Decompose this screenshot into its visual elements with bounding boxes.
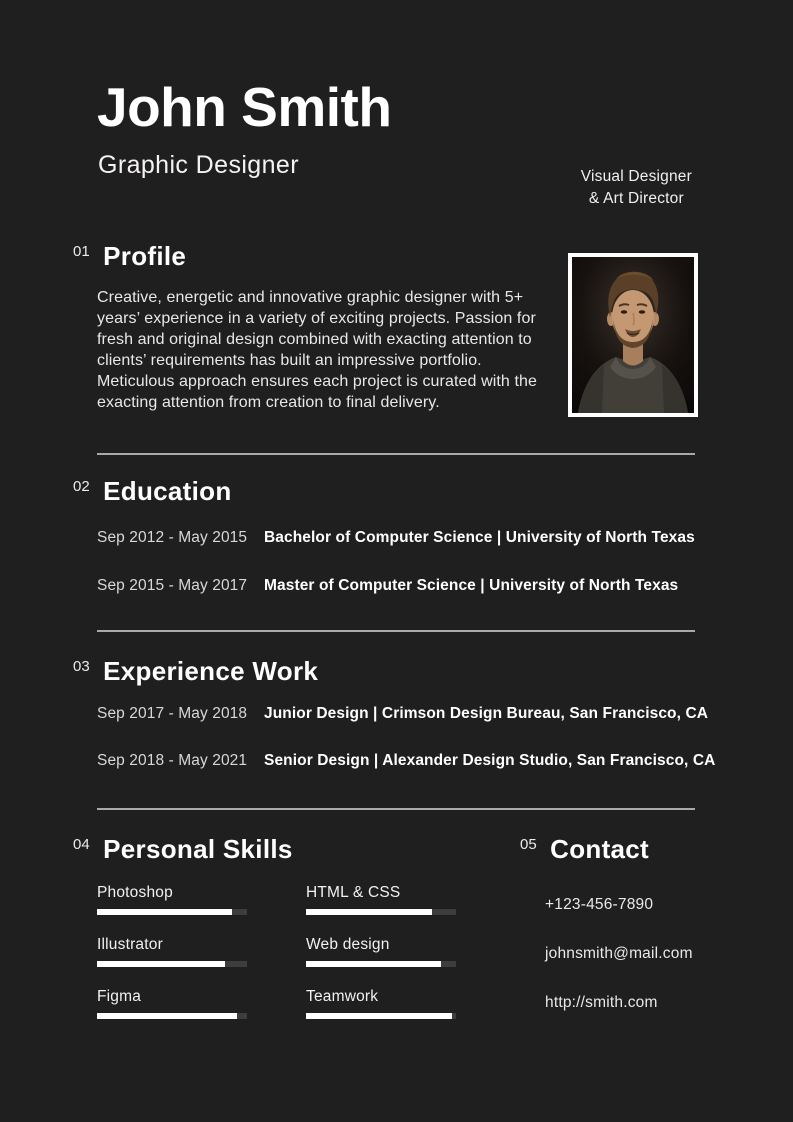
section-number: 04: [73, 836, 90, 853]
skill-item: [306, 936, 456, 969]
education-dates: Sep 2015 - May 2017: [97, 577, 248, 594]
experience-position: Senior Design | Alexander Design Studio, San Francisco, CA: [264, 752, 716, 769]
skill-bar-track: [306, 909, 456, 915]
section-title: Profile: [103, 241, 187, 271]
section-number: 01: [73, 243, 90, 260]
section-number: 02: [73, 478, 90, 495]
contact-phone: +123-456-7890: [545, 896, 654, 913]
skill-label: Illustrator: [97, 936, 163, 953]
section-heading-profile: [73, 242, 186, 271]
tagline-line-2: & Art Director: [588, 189, 684, 207]
skill-item: [306, 884, 456, 917]
contact-list: [545, 895, 693, 1042]
section-heading-education: [73, 477, 232, 506]
skill-bar-fill: [97, 909, 232, 915]
skill-bar-track: [97, 909, 247, 915]
skill-bar-fill: [97, 1013, 237, 1019]
experience-dates: Sep 2017 - May 2018: [97, 705, 248, 722]
skill-item: [306, 988, 456, 1021]
skill-label: Teamwork: [306, 988, 379, 1005]
section-title: Education: [103, 476, 232, 506]
section-heading-contact: [520, 835, 649, 864]
experience-row: [97, 752, 715, 770]
skills-column-left: [97, 884, 247, 1040]
experience-row: [97, 705, 708, 723]
education-degree: Bachelor of Computer Science | University of North Texas: [264, 529, 695, 546]
section-number: 03: [73, 658, 90, 675]
education-degree: Master of Computer Science | University of North Texas: [264, 577, 679, 594]
section-heading-skills: [73, 835, 293, 864]
skill-item: [97, 988, 247, 1021]
skill-bar-track: [97, 961, 247, 967]
skill-bar-fill: [306, 1013, 452, 1019]
section-title: Experience Work: [103, 656, 319, 686]
skill-label: HTML & CSS: [306, 884, 401, 901]
section-title: Contact: [550, 834, 650, 864]
person-tagline: [581, 166, 692, 209]
portrait-photo-image: [572, 257, 694, 413]
skill-bar-track: [306, 1013, 456, 1019]
education-dates: Sep 2012 - May 2015: [97, 529, 248, 546]
section-title: Personal Skills: [103, 834, 293, 864]
contact-email: johnsmith@mail.com: [545, 945, 693, 962]
contact-website: http://smith.com: [545, 994, 658, 1011]
skill-label: Figma: [97, 988, 142, 1005]
portrait-photo: [568, 253, 698, 417]
education-row: [97, 577, 678, 595]
skill-bar-fill: [306, 909, 432, 915]
profile-summary: Creative, energetic and innovative graphic designer with 5+ years’ experience in a variety of exciting projects. Passion for fresh and original design combined with exacting attention to clients’ requirements has built an impressive portfolio. Meticulous approach ensures each project is curated with the exacting attention from creation to final delivery.: [97, 289, 538, 411]
person-name: John Smith: [97, 76, 392, 138]
tagline-line-1: Visual Designer: [580, 168, 692, 185]
skill-label: Photoshop: [97, 884, 173, 901]
skill-bar-fill: [306, 961, 441, 967]
skill-item: [97, 936, 247, 969]
skills-column-right: [306, 884, 456, 1040]
section-divider: [97, 630, 695, 632]
experience-position: Junior Design | Crimson Design Bureau, San Francisco, CA: [264, 705, 709, 722]
person-job-title: Graphic Designer: [98, 151, 299, 179]
section-number: 05: [520, 836, 537, 853]
skill-item: [97, 884, 247, 917]
education-row: [97, 529, 695, 547]
skill-bar-track: [97, 1013, 247, 1019]
skill-label: Web design: [306, 936, 390, 953]
section-divider: [97, 808, 695, 810]
skill-bar-track: [306, 961, 456, 967]
skill-bar-fill: [97, 961, 225, 967]
section-divider: [97, 453, 695, 455]
section-heading-experience: [73, 657, 318, 686]
experience-dates: Sep 2018 - May 2021: [97, 752, 248, 769]
